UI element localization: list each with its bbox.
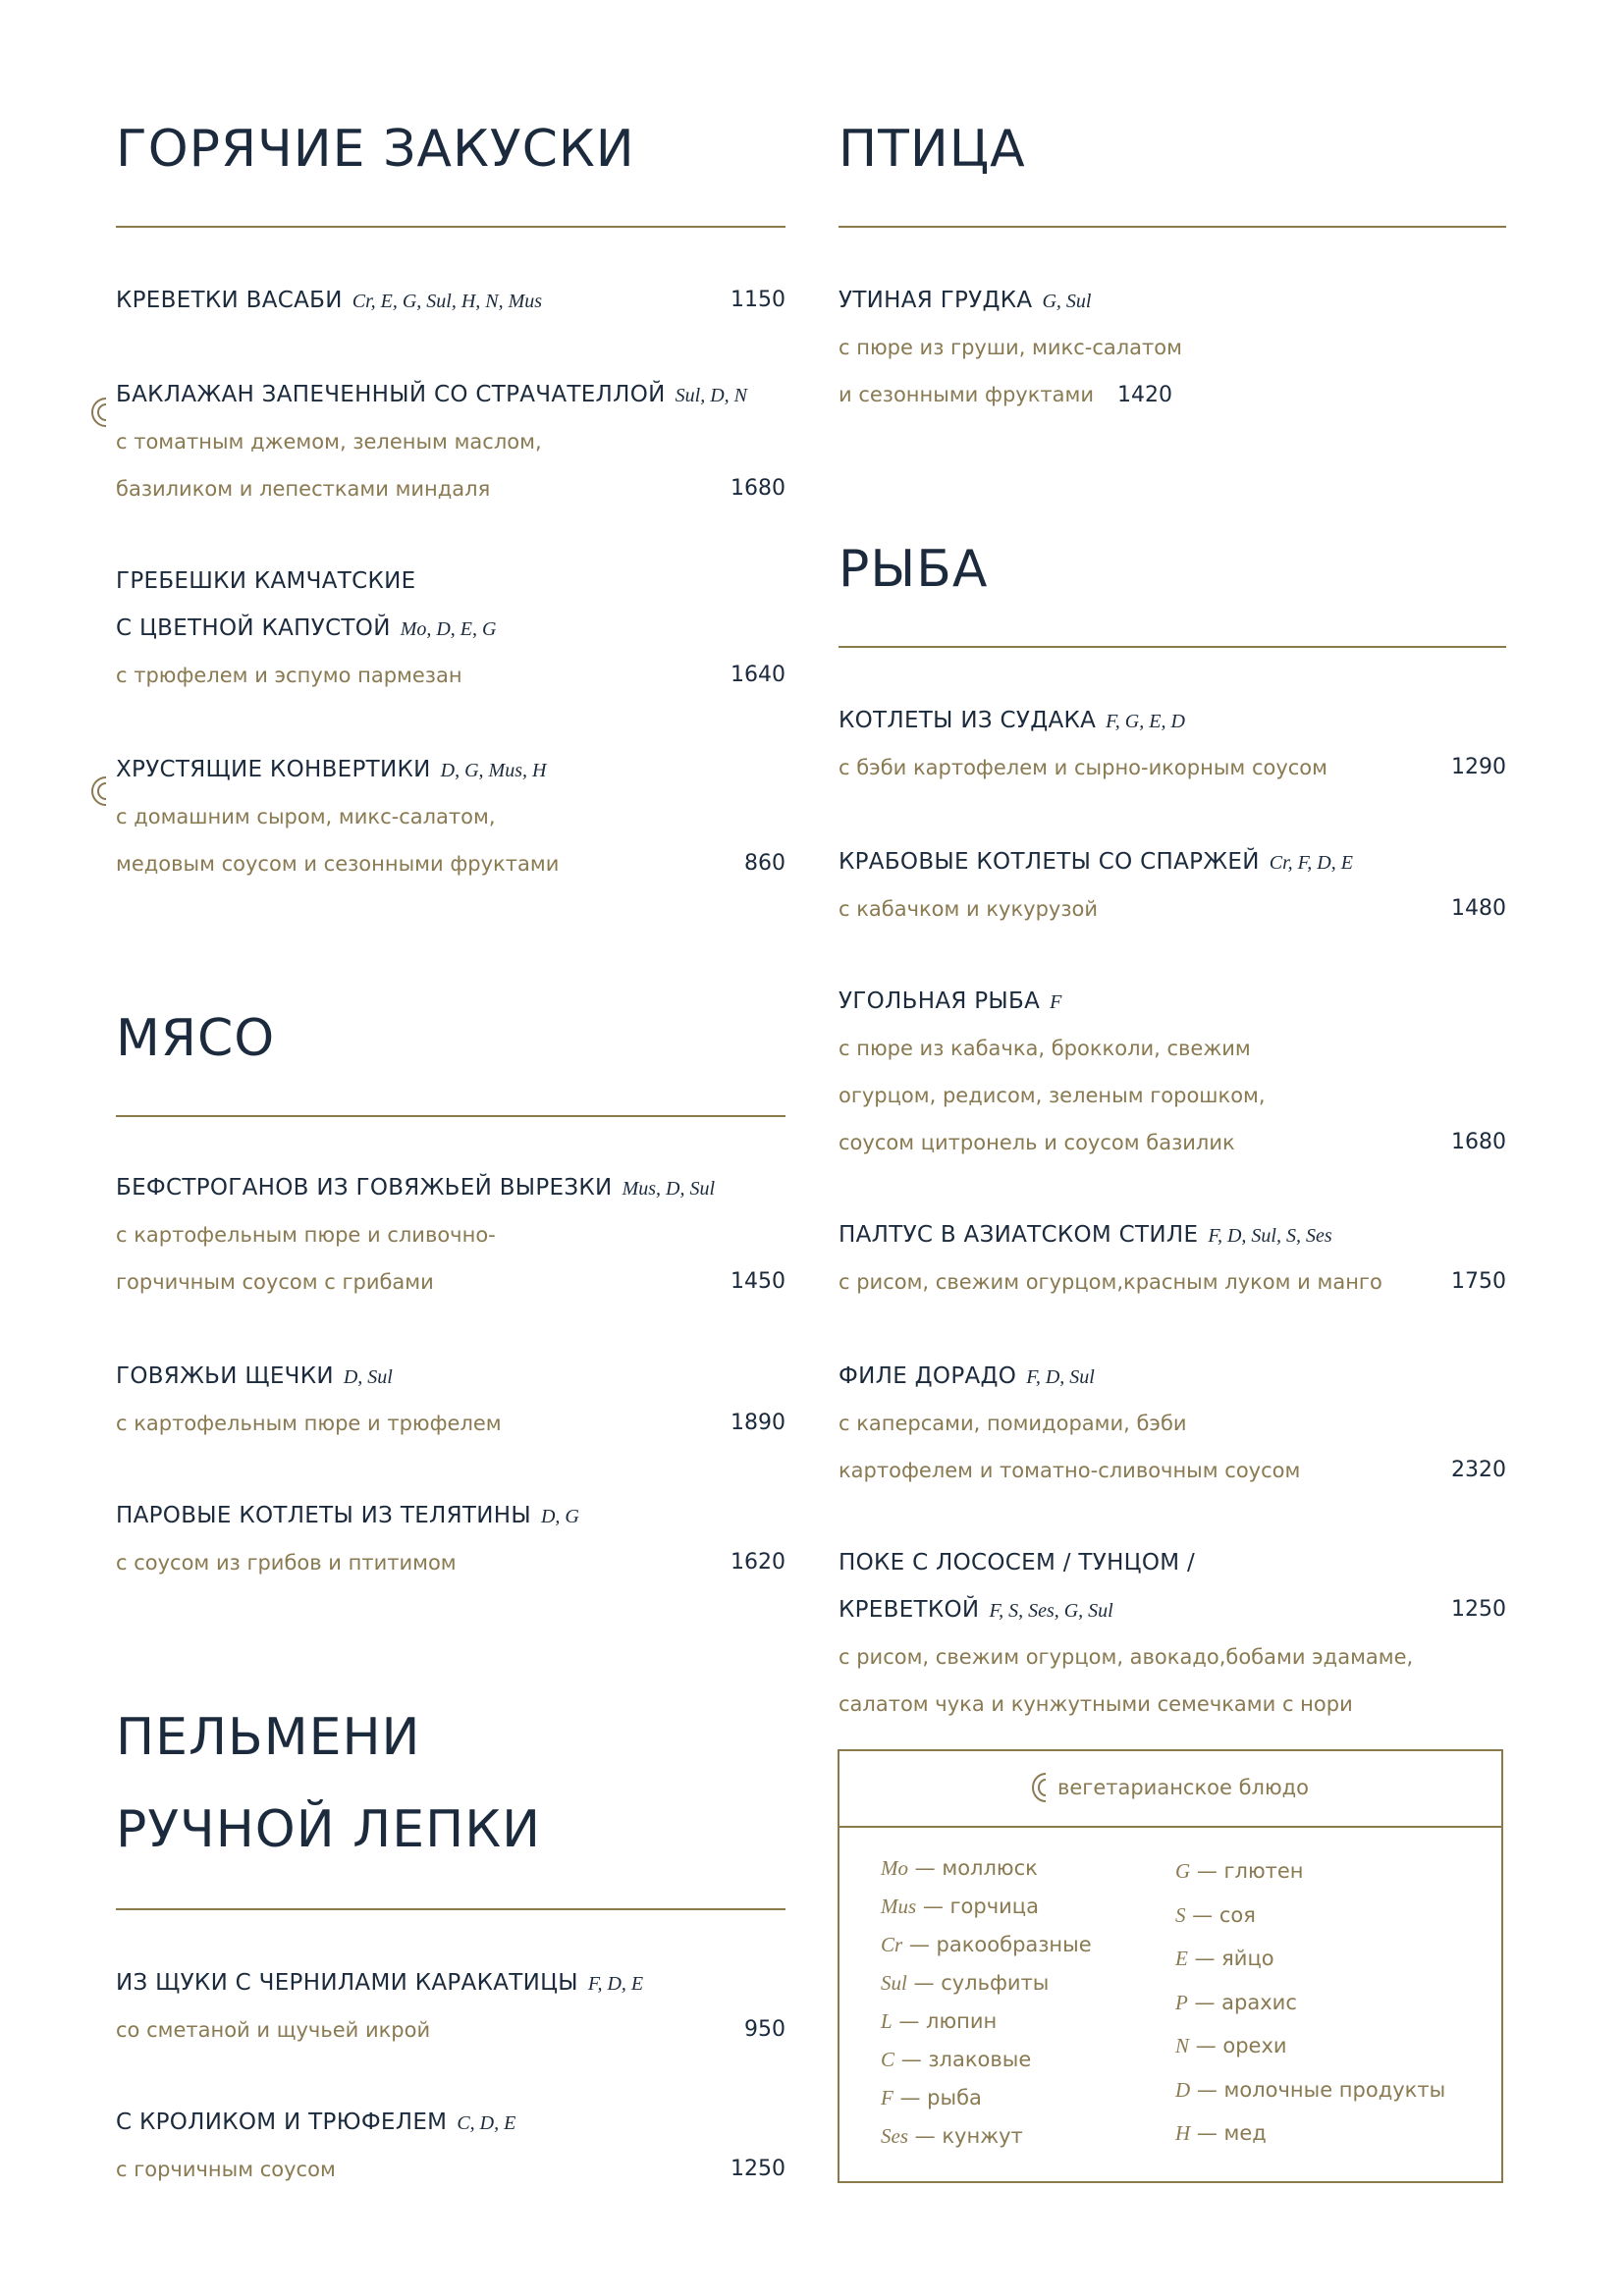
dish-description: с пюре из кабачка, брокколи, свежим [839, 1037, 1251, 1060]
dish-allergens: Cr, F, D, E [1269, 852, 1353, 874]
legend-item: H — мед [1175, 2121, 1267, 2145]
legend-list-right [1175, 1849, 1445, 2156]
dish-description: картофелем и томатно-сливочным соусом [839, 1459, 1301, 1482]
legend-item: Mo — моллюск [881, 1856, 1038, 1880]
dish-allergens: D, G, Mus, H [440, 760, 547, 781]
dish-name: УТИНАЯ ГРУДКА [839, 288, 1033, 313]
legend-item: P — арахис [1175, 1990, 1297, 2014]
dish-price: 1420 [1117, 383, 1172, 407]
vegetarian-label: вегетарианское блюдо [1057, 1776, 1310, 1799]
legend-item: N — орехи [1175, 2034, 1287, 2057]
vegetarian-icon [1026, 1771, 1056, 1804]
allergen-legend [838, 1749, 1503, 2183]
dish-price: 1250 [731, 2157, 785, 2181]
dish-allergens: F [1050, 991, 1062, 1013]
legend-item: G — глютен [1175, 1859, 1304, 1883]
section-divider [116, 226, 785, 228]
dish-description: с кабачком и кукурузой [839, 897, 1099, 921]
dish-price: 1680 [731, 476, 785, 501]
dish-name: БАКЛАЖАН ЗАПЕЧЕННЫЙ СО СТРАЧАТЕЛЛОЙ [116, 382, 666, 407]
dish-description: салатом чука и кунжутными семечками с нори [839, 1692, 1353, 1716]
section-divider [116, 1908, 785, 1910]
dish-price: 1640 [731, 663, 785, 687]
dish-name: ПАРОВЫЕ КОТЛЕТЫ ИЗ ТЕЛЯТИНЫ [116, 1503, 531, 1528]
dish-allergens: D, Sul [343, 1366, 393, 1388]
dish-name: С ЦВЕТНОЙ КАПУСТОЙ [116, 615, 391, 641]
section-title-poultry: ПТИЦА [839, 120, 1026, 179]
dish-price: 1620 [731, 1550, 785, 1575]
legend-item: Cr — ракообразные [881, 1933, 1092, 1956]
dish-description: соусом цитронель и соусом базилик [839, 1131, 1235, 1154]
dish-allergens: Sul, D, N [675, 385, 748, 406]
legend-header [839, 1751, 1501, 1828]
dish-name: ГОВЯЖЬИ ЩЕЧКИ [116, 1363, 334, 1389]
section-title-fish: РЫБА [839, 540, 989, 599]
dish-allergens: Cr, E, G, Sul, H, N, Mus [352, 291, 543, 312]
dish-description: с трюфелем и эспумо пармезан [116, 664, 462, 687]
dish-name: КРАБОВЫЕ КОТЛЕТЫ СО СПАРЖЕЙ [839, 849, 1260, 875]
legend-item: Ses — кунжут [881, 2124, 1023, 2148]
dish-price: 1480 [1451, 896, 1506, 921]
dish-allergens: C, D, E [457, 2112, 516, 2134]
legend-item: S — соя [1175, 1902, 1256, 1927]
dish-description: с пюре из груши, микс-салатом [839, 336, 1182, 359]
dish-name: ИЗ ЩУКИ С ЧЕРНИЛАМИ КАРАКАТИЦЫ [116, 1970, 578, 1996]
dish-price: 1890 [731, 1411, 785, 1435]
section-divider [116, 1115, 785, 1117]
legend-item: Mus — горчица [881, 1895, 1039, 1918]
dish-description: с томатным джемом, зеленым маслом, [116, 430, 542, 454]
legend-item: E — яйцо [1175, 1947, 1274, 1970]
section-title-dumplings: ПЕЛЬМЕНИ [116, 1708, 421, 1767]
dish-allergens: Mo, D, E, G [400, 618, 497, 640]
dish-description: с картофельным пюре и трюфелем [116, 1412, 502, 1435]
dish-description: с рисом, свежим огурцом, авокадо,бобами эдамаме, [839, 1645, 1414, 1669]
dish-description: с картофельным пюре и сливочно- [116, 1223, 496, 1247]
dish-name: БЕФСТРОГАНОВ ИЗ ГОВЯЖЬЕЙ ВЫРЕЗКИ [116, 1175, 613, 1201]
dish-description: с рисом, свежим огурцом,красным луком и манго [839, 1270, 1382, 1294]
dish-name: КРЕВЕТКИ ВАСАБИ [116, 288, 343, 313]
dish-allergens: G, Sul [1042, 291, 1092, 312]
dish-name: ПОКЕ С ЛОСОСЕМ / ТУНЦОМ / [839, 1550, 1196, 1575]
dish-allergens: Mus, D, Sul [622, 1178, 716, 1200]
dish-name: ХРУСТЯЩИЕ КОНВЕРТИКИ [116, 757, 431, 782]
dish-allergens: F, D, E [587, 1973, 644, 1995]
dish-description: базиликом и лепестками миндаля [116, 477, 491, 501]
vegetarian-icon [84, 395, 118, 430]
section-divider [839, 646, 1506, 648]
dish-description: с горчичным соусом [116, 2158, 336, 2181]
dish-description: со сметаной и щучьей икрой [116, 2018, 431, 2042]
dish-description: медовым соусом и сезонными фруктами [116, 852, 560, 876]
legend-list-left [881, 1849, 1092, 2156]
dish-name: ПАЛТУС В АЗИАТСКОМ СТИЛЕ [839, 1222, 1199, 1248]
dish-description: с бэби картофелем и сырно-икорным соусом [839, 756, 1328, 779]
dish-name: С КРОЛИКОМ И ТРЮФЕЛЕМ [116, 2109, 448, 2135]
section-title-hot-starters: ГОРЯЧИЕ ЗАКУСКИ [116, 120, 635, 179]
legend-item: Sul — сульфиты [881, 1971, 1050, 1995]
dish-description: с каперсами, помидорами, бэби [839, 1412, 1187, 1435]
dish-price: 950 [744, 2017, 785, 2042]
dish-description: с соусом из грибов и птитимом [116, 1551, 457, 1575]
dish-price: 2320 [1451, 1458, 1506, 1482]
dish-description: горчичным соусом с грибами [116, 1270, 434, 1294]
dish-name: КОТЛЕТЫ ИЗ СУДАКА [839, 708, 1097, 733]
dish-price: 860 [744, 851, 785, 876]
dish-name: КРЕВЕТКОЙ [839, 1597, 980, 1623]
legend-item: L — люпин [881, 2009, 998, 2033]
dish-name: УГОЛЬНАЯ РЫБА [839, 988, 1041, 1014]
dish-price: 1290 [1451, 755, 1506, 779]
dish-allergens: F, G, E, D [1106, 711, 1185, 732]
legend-item: C — злаковые [881, 2048, 1032, 2071]
legend-item: D — молочные продукты [1175, 2077, 1446, 2102]
dish-price: 1680 [1451, 1130, 1506, 1154]
section-title-dumplings-line2: РУЧНОЙ ЛЕПКИ [116, 1800, 542, 1859]
dish-allergens: F, D, Sul [1026, 1366, 1095, 1388]
dish-price: 1150 [731, 288, 785, 312]
legend-item: F — рыба [881, 2086, 982, 2109]
dish-allergens: D, G [540, 1506, 579, 1527]
dish-name: ГРЕБЕШКИ КАМЧАТСКИЕ [116, 568, 416, 594]
dish-price: 1250 [1451, 1597, 1506, 1622]
dish-description: огурцом, редисом, зеленым горошком, [839, 1084, 1266, 1107]
section-divider [839, 226, 1506, 228]
dish-price: 1450 [731, 1269, 785, 1294]
dish-allergens: F, S, Ses, G, Sul [989, 1600, 1113, 1622]
dish-description: и сезонными фруктами [839, 383, 1094, 406]
dish-allergens: F, D, Sul, S, Ses [1208, 1225, 1332, 1247]
dish-description: с домашним сыром, микс-салатом, [116, 805, 496, 828]
dish-price: 1750 [1451, 1269, 1506, 1294]
section-title-meat: МЯСО [116, 1009, 276, 1068]
vegetarian-icon [84, 774, 118, 809]
dish-name: ФИЛЕ ДОРАДО [839, 1363, 1017, 1389]
